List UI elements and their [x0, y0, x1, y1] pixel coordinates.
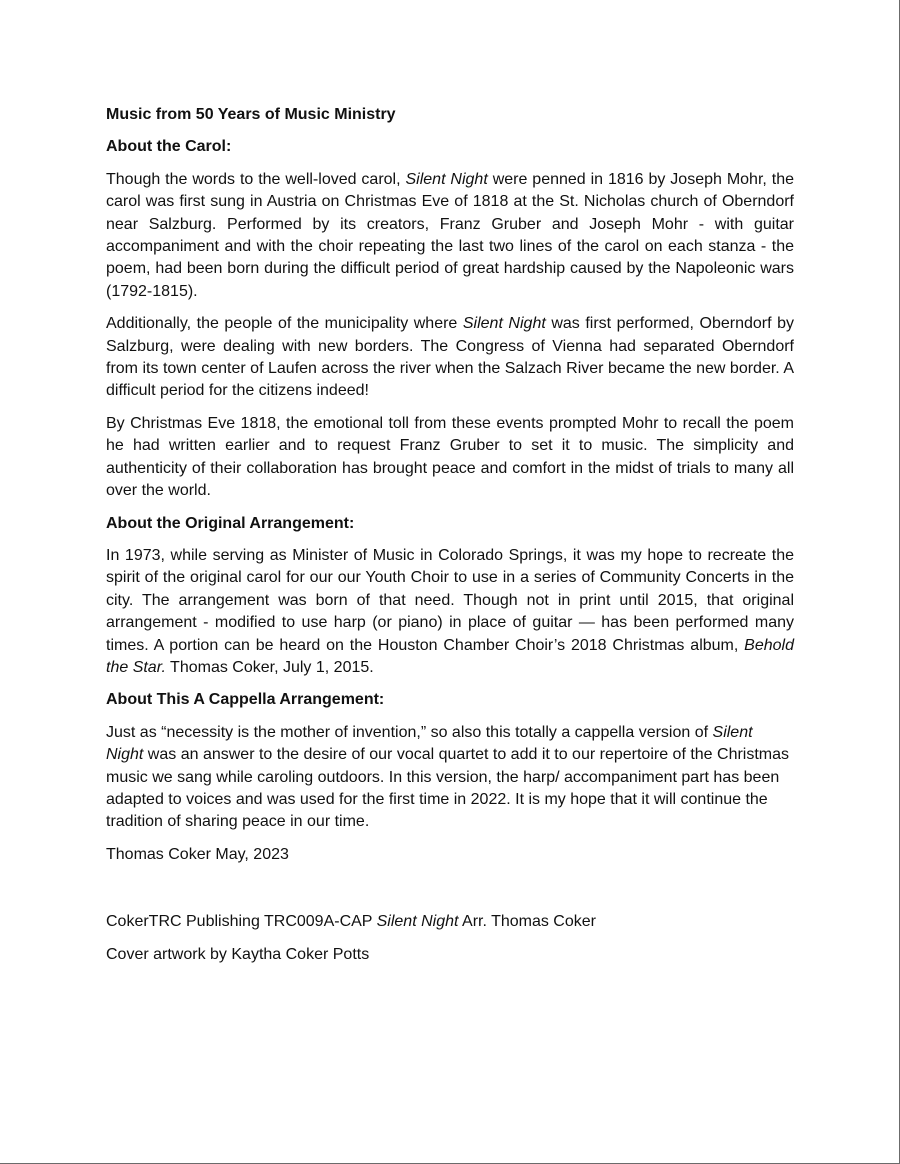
carol-p2-text-b: was first performed, Oberndorf by Salzburg, were dealing with new borders. The Congress of Vienna had separated Oberndorf from its town center of Laufen across the river when the Salzach River became the new border. A difficult period for the citizens indeed! — [106, 315, 794, 400]
publisher-text-b: Arr. Thomas Coker — [458, 913, 596, 931]
carol-heading: About the Carol: — [106, 138, 232, 156]
carol-paragraph-3: By Christmas Eve 1818, the emotional toll from these events prompted Mohr to recall the poem he had written earlier and to request Franz Gruber to set it to music. The simplicity and authenticity of their collaboration has brought peace and comfort in the midst of trials to many all over the world. — [106, 414, 794, 500]
acappella-text-a: Just as “necessity is the mother of invention,” so also this totally a cappella version of — [106, 723, 713, 741]
acappella-text-b: was an answer to the desire of our vocal quartet to add it to our repertoire of the Christmas music we sang while caroling outdoors. In this version, the harp/ accompaniment part has been adapted to voices and was used for the first time in 2022. It is my hope that it will continue the tradition of sharing peace in our time. — [106, 746, 790, 831]
document-body — [106, 104, 794, 976]
publisher-title: Silent Night — [376, 913, 459, 931]
carol-p1-text-a: Though the words to the well-loved carol, — [106, 170, 406, 188]
carol-p2-title: Silent Night — [462, 315, 546, 333]
acappella-heading: About This A Cappella Arrangement: — [106, 691, 385, 709]
acappella-paragraph — [106, 722, 794, 834]
original-text-b: Thomas Coker, July 1, 2015. — [165, 658, 374, 676]
original-arrangement-heading: About the Original Arrangement: — [106, 514, 355, 532]
album-title: Behold the Star. — [106, 636, 794, 676]
signature: Thomas Coker May, 2023 — [106, 845, 289, 863]
carol-paragraph-2 — [106, 313, 794, 403]
original-text-a: In 1973, while serving as Minister of Music in Colorado Springs, it was my hope to recreate the spirit of the original carol for our our Youth Choir to use in a series of Community Concerts in the city. The arrangement was born of that need. Though not in print until 2015, that original arrangement - modified to use harp (or piano) in place of guitar — has been performed many times. A portion can be heard on the Houston Chamber Choir’s 2018 Christmas album, — [106, 546, 794, 654]
carol-p1-text-b: were penned in 1816 by Joseph Mohr, the carol was first sung in Austria on Christmas Eve of 1818 at the St. Nicholas church of Oberndorf near Salzburg. Performed by its creators, Franz Gruber and Joseph Mohr - with guitar accompaniment and with the choir repeating the last two lines of the carol on each stanza - the poem, had been born during the difficult period of great hardship caused by the Napoleonic wars (1792-1815). — [106, 170, 794, 300]
carol-p2-text-a: Additionally, the people of the municipality where — [106, 315, 463, 333]
carol-paragraph-1 — [106, 169, 794, 303]
acappella-title: Silent Night — [106, 723, 753, 764]
spacer — [106, 876, 794, 911]
page-title: Music from 50 Years of Music Ministry — [106, 106, 396, 123]
original-arrangement-paragraph — [106, 545, 794, 679]
publisher-line — [106, 911, 794, 933]
carol-p1-title: Silent Night — [405, 170, 488, 188]
artwork-credit: Cover artwork by Kaytha Coker Potts — [106, 945, 370, 963]
publisher-text-a: CokerTRC Publishing TRC009A-CAP — [106, 913, 377, 931]
